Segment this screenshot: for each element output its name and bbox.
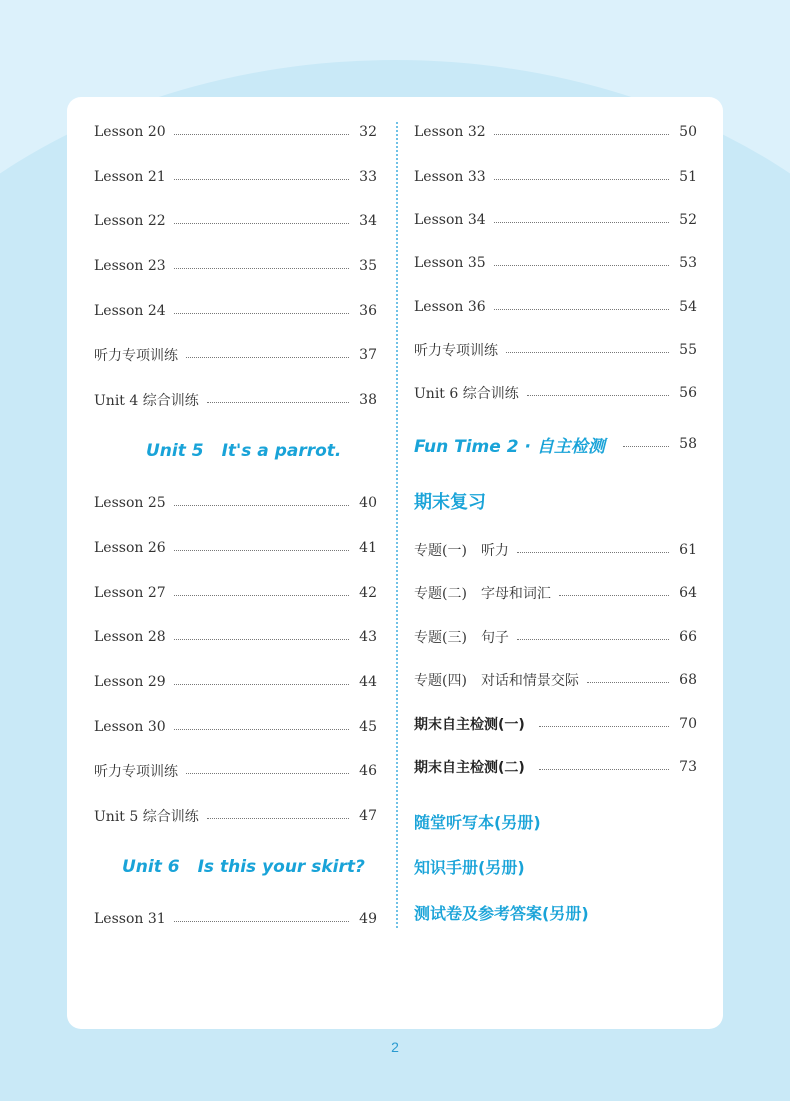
entry-label: Lesson 29	[94, 674, 166, 690]
test-label: 期末自主检测(二)	[414, 760, 525, 776]
topic-entry[interactable]	[414, 540, 697, 560]
extra-dictation-booklet[interactable]: 随堂听写本(另册)	[414, 813, 541, 832]
entry-label: Lesson 27	[94, 585, 166, 601]
entry-page: 42	[359, 585, 377, 601]
entry-label: Unit 6 综合训练	[414, 386, 519, 402]
unit-6-heading[interactable]	[122, 857, 365, 877]
toc-entry[interactable]	[94, 211, 377, 231]
toc-entry[interactable]	[94, 122, 377, 142]
unit-5-heading[interactable]	[146, 441, 341, 461]
entry-label: Lesson 23	[94, 258, 166, 274]
toc-entry[interactable]	[94, 627, 377, 647]
entry-page: 34	[359, 213, 377, 229]
topic-entry[interactable]	[414, 670, 697, 690]
entry-label: Lesson 34	[414, 212, 486, 228]
toc-entry[interactable]	[94, 806, 377, 826]
entry-page: 38	[359, 392, 377, 408]
page-number: 2	[391, 1039, 399, 1055]
entry-page: 44	[359, 674, 377, 690]
entry-label: Lesson 36	[414, 299, 486, 315]
toc-entry[interactable]	[414, 340, 697, 360]
toc-entry[interactable]	[94, 909, 377, 929]
topic-label: 专题(二)	[414, 586, 467, 602]
topic-sub: 句子	[480, 630, 509, 646]
entry-label: Lesson 26	[94, 540, 166, 556]
topic-entry[interactable]	[414, 627, 697, 647]
entry-page: 33	[359, 169, 377, 185]
entry-page: 49	[359, 911, 377, 927]
entry-page: 43	[359, 629, 377, 645]
test-label: 期末自主检测(一)	[414, 717, 525, 733]
topic-label: 专题(一)	[414, 543, 467, 559]
toc-entry[interactable]	[94, 672, 377, 692]
fun-time-label: Fun Time 2 · 自主检测	[414, 436, 605, 457]
toc-entry[interactable]	[414, 383, 697, 403]
toc-entry[interactable]	[414, 167, 697, 187]
entry-page: 55	[679, 342, 697, 358]
topic-sub: 对话和情景交际	[480, 673, 579, 689]
topic-sub: 字母和词汇	[480, 586, 551, 602]
entry-page: 36	[359, 303, 377, 319]
entry-label: Lesson 21	[94, 169, 166, 185]
entry-page: 41	[359, 540, 377, 556]
extra-test-papers[interactable]: 测试卷及参考答案(另册)	[414, 904, 589, 923]
entry-page: 40	[359, 495, 377, 511]
fun-time-entry[interactable]	[414, 432, 697, 456]
toc-entry[interactable]	[94, 167, 377, 187]
entry-label: Unit 5 综合训练	[94, 809, 199, 825]
entry-page: 37	[359, 347, 377, 363]
unit-title: Is this your skirt?	[197, 857, 365, 877]
toc-entry[interactable]	[94, 717, 377, 737]
entry-label: 听力专项训练	[94, 764, 178, 780]
toc-entry[interactable]	[94, 761, 377, 781]
entry-label: Lesson 25	[94, 495, 166, 511]
entry-label: Lesson 32	[414, 124, 486, 140]
entry-label: Lesson 33	[414, 169, 486, 185]
entry-page: 61	[679, 542, 697, 558]
entry-page: 54	[679, 299, 697, 315]
toc-entry[interactable]	[94, 390, 377, 410]
topic-sub: 听力	[480, 543, 509, 559]
toc-entry[interactable]	[414, 297, 697, 317]
entry-page: 53	[679, 255, 697, 271]
entry-page: 52	[679, 212, 697, 228]
toc-entry[interactable]	[414, 122, 697, 142]
toc-entry[interactable]	[94, 493, 377, 513]
entry-label: Lesson 24	[94, 303, 166, 319]
column-divider	[396, 122, 398, 928]
entry-page: 64	[679, 585, 697, 601]
entry-label: Lesson 22	[94, 213, 166, 229]
entry-page: 56	[679, 385, 697, 401]
toc-entry[interactable]	[94, 256, 377, 276]
entry-label: Lesson 28	[94, 629, 166, 645]
entry-label: 听力专项训练	[414, 343, 498, 359]
test-entry[interactable]	[414, 714, 697, 734]
entry-page: 68	[679, 672, 697, 688]
toc-entry[interactable]	[94, 345, 377, 365]
unit-number: Unit 5	[146, 441, 204, 461]
unit-number: Unit 6	[122, 857, 180, 877]
extra-knowledge-handbook[interactable]: 知识手册(另册)	[414, 858, 525, 877]
entry-page: 47	[359, 808, 377, 824]
review-heading[interactable]: 期末复习	[414, 492, 486, 513]
entry-label: Unit 4 综合训练	[94, 393, 199, 409]
topic-label: 专题(三)	[414, 630, 467, 646]
entry-page: 32	[359, 124, 377, 140]
entry-page: 70	[679, 716, 697, 732]
entry-page: 66	[679, 629, 697, 645]
toc-entry[interactable]	[94, 301, 377, 321]
contents-card	[67, 97, 723, 1029]
entry-page: 50	[679, 124, 697, 140]
entry-page: 46	[359, 763, 377, 779]
entry-page: 58	[679, 436, 697, 452]
entry-page: 45	[359, 719, 377, 735]
entry-label: Lesson 35	[414, 255, 486, 271]
topic-entry[interactable]	[414, 583, 697, 603]
topic-label: 专题(四)	[414, 673, 467, 689]
unit-title: It's a parrot.	[221, 441, 342, 461]
entry-page: 35	[359, 258, 377, 274]
entry-label: 听力专项训练	[94, 348, 178, 364]
entry-page: 51	[679, 169, 697, 185]
toc-entry[interactable]	[414, 253, 697, 273]
toc-entry[interactable]	[94, 538, 377, 558]
test-entry[interactable]	[414, 757, 697, 777]
entry-label: Lesson 31	[94, 911, 166, 927]
entry-label: Lesson 20	[94, 124, 166, 140]
toc-entry[interactable]	[414, 210, 697, 230]
toc-entry[interactable]	[94, 583, 377, 603]
entry-page: 73	[679, 759, 697, 775]
entry-label: Lesson 30	[94, 719, 166, 735]
